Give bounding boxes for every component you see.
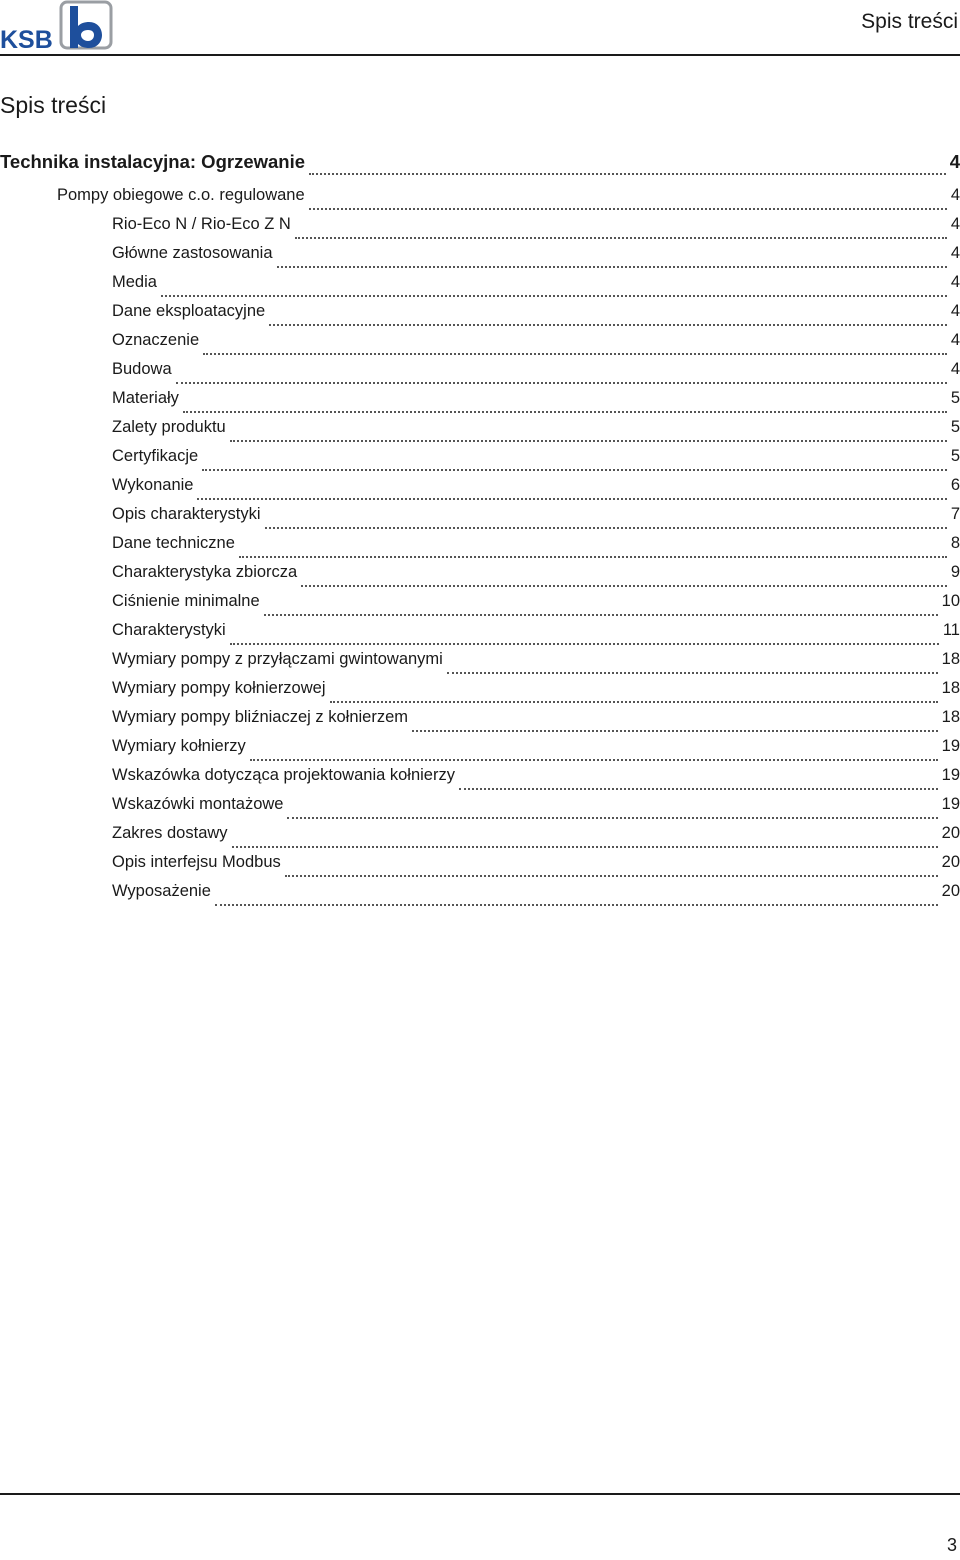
toc-page: 18 [941,679,960,697]
toc-page: 6 [950,476,960,494]
toc-item[interactable] [112,882,960,911]
toc-page: 4 [950,273,960,291]
toc-item[interactable] [112,447,960,476]
dot-leader [412,730,938,732]
dot-leader [265,527,947,529]
toc-item[interactable] [112,331,960,360]
toc-page: 5 [950,389,960,407]
page-title: Spis treści [0,92,107,118]
dot-leader [203,353,947,355]
toc-section[interactable] [0,151,960,180]
toc-item[interactable] [112,244,960,273]
toc-item[interactable] [112,215,960,244]
dot-leader [197,498,946,500]
toc-item[interactable] [112,534,960,563]
toc-label: Technika instalacyjna: Ogrzewanie [0,151,306,172]
toc-label: Materiały [112,389,179,407]
toc-label: Dane techniczne [112,534,235,552]
dot-leader [176,382,947,384]
toc-page: 4 [950,215,960,233]
toc-page: 7 [950,505,960,523]
toc-page: 4 [950,244,960,262]
toc-item[interactable] [112,621,960,650]
toc-subsection[interactable] [57,186,960,215]
toc-label: Dane eksploatacyjne [112,302,266,320]
dot-leader [287,817,937,819]
toc-label: Główne zastosowania [112,244,273,262]
toc-item[interactable] [112,360,960,389]
toc-item[interactable] [112,418,960,447]
dot-leader [183,411,947,413]
toc-label: Opis charakterystyki [112,505,261,523]
toc-label: Pompy obiegowe c.o. regulowane [57,186,305,204]
toc-page: 20 [941,853,960,871]
dot-leader [330,701,938,703]
toc-item[interactable] [112,563,960,592]
toc-label: Zakres dostawy [112,824,228,842]
toc-page: 4 [950,360,960,378]
toc-item[interactable] [112,273,960,302]
page-number: 3 [946,1535,957,1555]
toc-label: Wymiary pompy kołnierzowej [112,679,326,697]
toc-item[interactable] [112,766,960,795]
toc-item[interactable] [112,505,960,534]
toc-label: Wykonanie [112,476,194,494]
toc-item[interactable] [112,795,960,824]
dot-leader [250,759,938,761]
toc-page: 4 [950,331,960,349]
dot-leader [230,440,947,442]
dot-leader [309,208,947,210]
toc-page: 5 [950,447,960,465]
toc-label: Wymiary pompy bliźniaczej z kołnierzem [112,708,409,726]
dot-leader [161,295,947,297]
dot-leader [215,904,938,906]
toc-label: Wymiary kołnierzy [112,737,246,755]
toc-item[interactable] [112,302,960,331]
toc-label: Wymiary pompy z przyłączami gwintowanymi [112,650,443,668]
dot-leader [230,643,939,645]
dot-leader [232,846,938,848]
dot-leader [239,556,947,558]
toc-label: Ciśnienie minimalne [112,592,260,610]
toc-page: 10 [941,592,960,610]
toc-label: Zalety produktu [112,418,226,436]
toc-item[interactable] [112,592,960,621]
toc-label: Charakterystyki [112,621,226,639]
dot-leader [447,672,938,674]
dot-leader [285,875,938,877]
toc-label: Certyfikacje [112,447,199,465]
toc-label: Wskazówka dotycząca projektowania kołnierzy [112,766,455,784]
header-rule [0,54,960,56]
toc-page: 20 [941,882,960,900]
toc-page: 18 [941,708,960,726]
logo-wordmark: KSB [0,26,53,52]
toc-page: 19 [941,766,960,784]
toc-label: Charakterystyka zbiorcza [112,563,298,581]
toc-label: Opis interfejsu Modbus [112,853,281,871]
toc-page: 19 [941,737,960,755]
toc-page: 5 [950,418,960,436]
toc-page: 11 [942,621,960,639]
toc-page: 19 [941,795,960,813]
toc-item[interactable] [112,389,960,418]
dot-leader [301,585,947,587]
dot-leader [459,788,938,790]
toc-page: 20 [941,824,960,842]
toc-label: Rio-Eco N / Rio-Eco Z N [112,215,291,233]
toc-page: 18 [941,650,960,668]
logo-b-mark [70,6,102,48]
toc-item[interactable] [112,708,960,737]
toc-page: 4 [950,186,960,204]
running-title: Spis treści [861,10,958,33]
toc-label: Oznaczenie [112,331,200,349]
dot-leader [202,469,947,471]
toc-label: Budowa [112,360,172,378]
toc-page: 4 [949,151,960,172]
toc-label: Media [112,273,157,291]
dot-leader [277,266,947,268]
dot-leader [295,237,947,239]
toc-item[interactable] [112,737,960,766]
dot-leader [269,324,947,326]
dot-leader [264,614,938,616]
toc-item[interactable] [112,679,960,708]
toc-page: 8 [950,534,960,552]
toc-label: Wyposażenie [112,882,211,900]
toc-page: 4 [950,302,960,320]
toc-item[interactable] [112,824,960,853]
toc-page: 9 [950,563,960,581]
dot-leader [309,173,946,175]
ksb-logo-graphic [0,0,114,52]
toc-item[interactable] [112,476,960,505]
toc-item[interactable] [112,853,960,882]
toc-label: Wskazówki montażowe [112,795,284,813]
ksb-logo [0,0,114,52]
footer-rule [0,1493,960,1495]
toc-item[interactable] [112,650,960,679]
